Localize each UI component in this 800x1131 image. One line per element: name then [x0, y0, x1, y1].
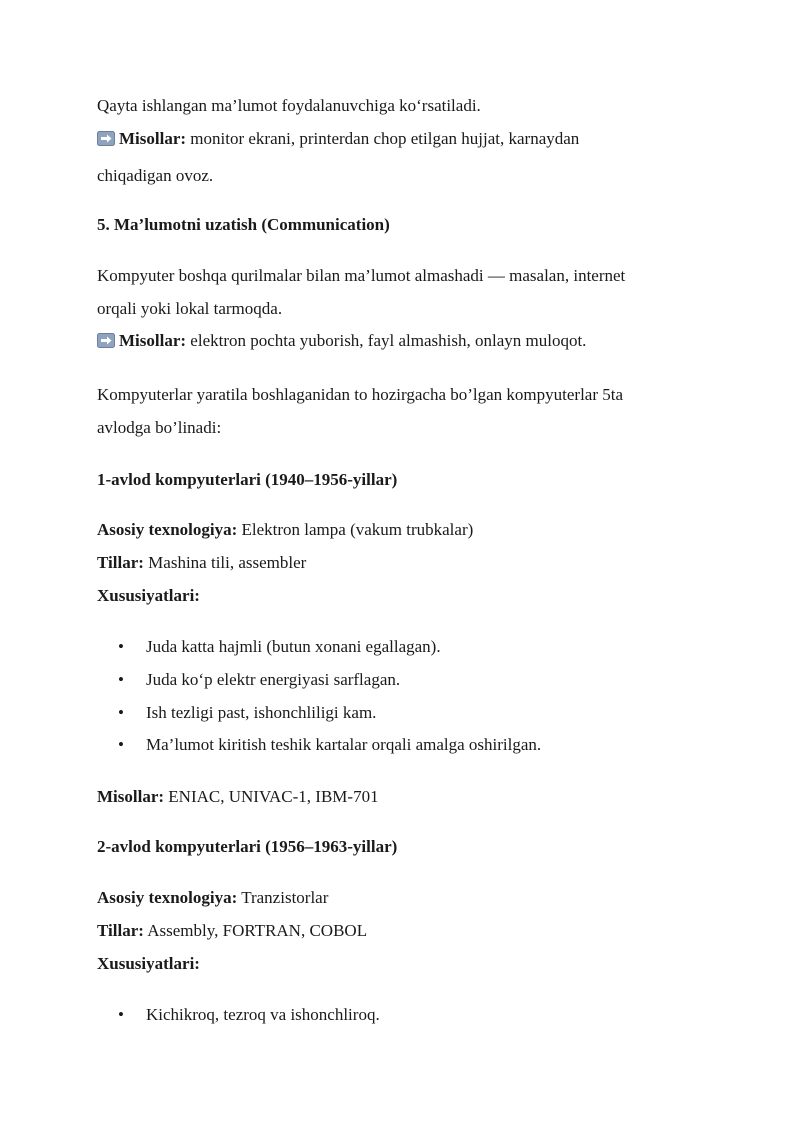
- gen2-technology: [97, 887, 328, 909]
- lang-value: Mashina tili, assembler: [143, 553, 307, 572]
- paragraph-generations-intro-2: avlodga bo’linadi:: [97, 418, 222, 437]
- gen1-features-label: Xususiyatlari:: [97, 586, 200, 605]
- gen1-languages: [97, 552, 306, 574]
- gen1-feature-item: Ish tezligi past, ishonchliligi kam.: [146, 703, 377, 722]
- bullet-marker: •: [118, 637, 124, 656]
- examples-value: ENIAC, UNIVAC-1, IBM-701: [164, 787, 379, 806]
- paragraph-output-desc: Qayta ishlangan ma’lumot foydalanuvchiga ko‘rsatiladi.: [97, 96, 481, 115]
- lang-label: Tillar:: [97, 553, 144, 572]
- examples-line-communication: [97, 330, 586, 352]
- paragraph-communication-1: Kompyuter boshqa qurilmalar bilan ma’lumot almashadi — masalan, internet: [97, 266, 626, 285]
- tech-label: Asosiy texnologiya:: [97, 888, 238, 907]
- bullet-marker: •: [118, 1005, 124, 1024]
- bullet-marker: •: [118, 735, 124, 754]
- tech-value: Tranzistorlar: [237, 888, 329, 907]
- tech-label: Asosiy texnologiya:: [97, 520, 238, 539]
- gen2-languages: [97, 920, 367, 942]
- gen2-feature-item: Kichikroq, tezroq va ishonchliroq.: [146, 1005, 380, 1024]
- right-arrow-icon: [97, 131, 115, 146]
- bullet-marker: •: [118, 703, 124, 722]
- examples-label: Misollar:: [97, 787, 165, 806]
- lang-value: Assembly, FORTRAN, COBOL: [143, 921, 368, 940]
- bullet-marker: •: [118, 670, 124, 689]
- lang-label: Tillar:: [97, 921, 144, 940]
- examples-text: monitor ekrani, printerdan chop etilgan hujjat, karnaydan: [186, 129, 580, 148]
- examples-label: Misollar:: [119, 129, 187, 148]
- paragraph-communication-2: orqali yoki lokal tarmoqda.: [97, 299, 283, 318]
- examples-label: Misollar:: [119, 331, 187, 350]
- examples-line-output: [97, 128, 579, 150]
- tech-value: Elektron lampa (vakum trubkalar): [237, 520, 474, 539]
- section-heading-communication: 5. Ma’lumotni uzatish (Communication): [97, 215, 390, 234]
- gen1-feature-item: Juda ko‘p elektr energiyasi sarflagan.: [146, 670, 401, 689]
- gen2-features-label: Xususiyatlari:: [97, 954, 200, 973]
- gen1-examples: [97, 786, 379, 808]
- gen1-feature-item: Ma’lumot kiritish teshik kartalar orqali amalga oshirilgan.: [146, 735, 542, 754]
- gen1-technology: [97, 519, 473, 541]
- paragraph-generations-intro-1: Kompyuterlar yaratila boshlaganidan to hozirgacha bo’lgan kompyuterlar 5ta: [97, 385, 624, 404]
- heading-generation-1: 1-avlod kompyuterlari (1940–1956-yillar): [97, 470, 398, 489]
- paragraph-output-cont: chiqadigan ovoz.: [97, 166, 214, 185]
- heading-generation-2: 2-avlod kompyuterlari (1956–1963-yillar): [97, 837, 398, 856]
- gen1-feature-item: Juda katta hajmli (butun xonani egallagan).: [146, 637, 441, 656]
- examples-text: elektron pochta yuborish, fayl almashish, onlayn muloqot.: [186, 331, 587, 350]
- right-arrow-icon: [97, 333, 115, 348]
